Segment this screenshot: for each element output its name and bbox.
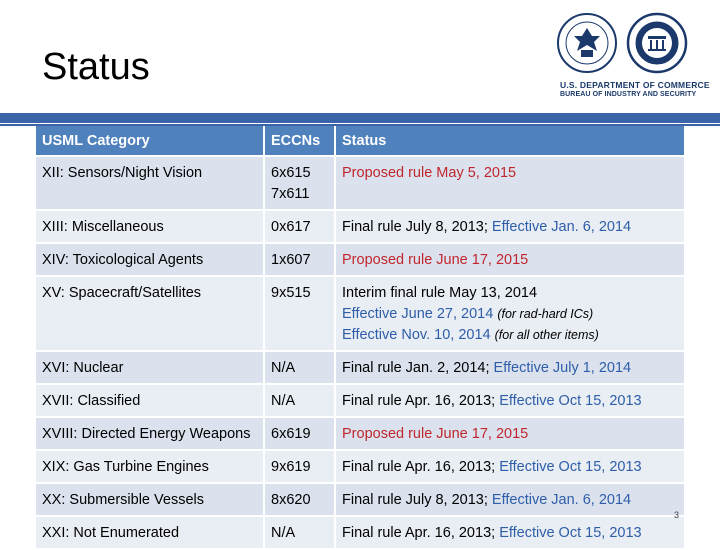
eccn-cell: 8x620 xyxy=(265,484,336,517)
eccn-cell: N/A xyxy=(265,385,336,418)
category-cell: XVI: Nuclear xyxy=(36,352,265,385)
status-proposed: Proposed rule June 17, 2015 xyxy=(342,426,529,442)
status-cell xyxy=(336,484,686,517)
status-final: Final rule Apr. 16, 2013; xyxy=(342,459,500,475)
status-cell xyxy=(336,277,686,352)
category-cell: XX: Submersible Vessels xyxy=(36,484,265,517)
table-header-row xyxy=(36,126,686,157)
status-cell xyxy=(336,157,686,211)
table-row xyxy=(36,352,686,385)
status-cell xyxy=(336,517,686,550)
eccn-cell: N/A xyxy=(265,352,336,385)
table-row xyxy=(36,244,686,277)
page-title: Status xyxy=(42,46,150,88)
table-row xyxy=(36,211,686,244)
status-cell xyxy=(336,418,686,451)
category-cell: XIII: Miscellaneous xyxy=(36,211,265,244)
status-final: Final rule Apr. 16, 2013; xyxy=(342,525,500,541)
status-proposed: Proposed rule June 17, 2015 xyxy=(342,252,529,268)
table-row xyxy=(36,451,686,484)
eccn-cell: 6x619 xyxy=(265,418,336,451)
category-cell: XII: Sensors/Night Vision xyxy=(36,157,265,211)
category-cell: XVII: Classified xyxy=(36,385,265,418)
eccn-value: 7x611 xyxy=(271,186,310,202)
eccn-cell: 1x607 xyxy=(265,244,336,277)
status-effective: Effective Jan. 6, 2014 xyxy=(491,492,632,508)
status-effective: Effective Nov. 10, 2014 xyxy=(342,327,491,343)
category-cell: XIX: Gas Turbine Engines xyxy=(36,451,265,484)
status-proposed: Proposed rule May 5, 2015 xyxy=(342,165,517,181)
category-cell: XXI: Not Enumerated xyxy=(36,517,265,550)
eccn-cell: 9x515 xyxy=(265,277,336,352)
eccn-cell: 9x619 xyxy=(265,451,336,484)
table-row xyxy=(36,157,686,211)
bureau-name: BUREAU OF INDUSTRY AND SECURITY xyxy=(560,91,697,98)
header-usml-category: USML Category xyxy=(36,126,265,157)
status-effective: Effective Oct 15, 2013 xyxy=(499,525,642,541)
table-row xyxy=(36,418,686,451)
agency-logos xyxy=(556,12,710,104)
status-final: Interim final rule May 13, 2014 xyxy=(342,285,538,301)
status-table xyxy=(36,126,686,550)
category-cell: XVIII: Directed Energy Weapons xyxy=(36,418,265,451)
commerce-seal-icon xyxy=(556,12,618,74)
status-final: Final rule Jan. 2, 2014; xyxy=(342,360,494,376)
status-final: Final rule July 8, 2013; xyxy=(342,492,492,508)
status-effective: Effective Jan. 6, 2014 xyxy=(491,219,632,235)
status-cell xyxy=(336,385,686,418)
table-row xyxy=(36,484,686,517)
agency-name: U.S. DEPARTMENT OF COMMERCE xyxy=(560,80,710,90)
eccn-cell: N/A xyxy=(265,517,336,550)
page-number: 3 xyxy=(674,510,680,520)
table-row xyxy=(36,277,686,352)
eccn-cell: 0x617 xyxy=(265,211,336,244)
status-effective: Effective June 27, 2014 xyxy=(342,306,494,322)
category-cell: XIV: Toxicological Agents xyxy=(36,244,265,277)
status-effective: Effective Oct 15, 2013 xyxy=(499,459,642,475)
status-note: (for rad-hard ICs) xyxy=(497,307,594,321)
category-cell: XV: Spacecraft/Satellites xyxy=(36,277,265,352)
bis-seal-icon xyxy=(626,12,688,74)
status-cell xyxy=(336,451,686,484)
table-row xyxy=(36,385,686,418)
status-effective: Effective July 1, 2014 xyxy=(493,360,632,376)
status-effective: Effective Oct 15, 2013 xyxy=(499,393,642,409)
status-note: (for all other items) xyxy=(494,328,599,342)
title-rule-bar xyxy=(0,113,720,123)
status-final: Final rule Apr. 16, 2013; xyxy=(342,393,500,409)
eccn-value: 6x615 xyxy=(271,165,311,181)
status-cell xyxy=(336,244,686,277)
header-eccns: ECCNs xyxy=(265,126,336,157)
status-final: Final rule July 8, 2013; xyxy=(342,219,492,235)
table-row xyxy=(36,517,686,550)
status-cell xyxy=(336,352,686,385)
header-status: Status xyxy=(336,126,686,157)
eccn-cell xyxy=(265,157,336,211)
status-cell xyxy=(336,211,686,244)
